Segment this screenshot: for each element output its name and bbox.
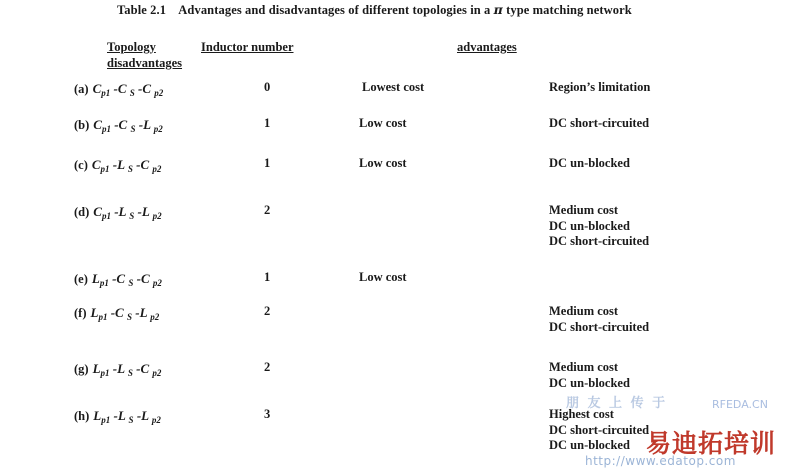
disadvantage-item: Medium cost — [549, 304, 619, 318]
caption-text: Advantages and disadvantages of different topologies in a — [178, 3, 491, 17]
element-1: L — [93, 408, 102, 423]
subscript-1: p1 — [100, 368, 110, 378]
disadvantage-item: DC un-blocked — [549, 156, 630, 170]
disadvantages-cell — [549, 203, 649, 250]
advantages-cell: Low cost — [359, 116, 407, 130]
subscript-3: p2 — [152, 211, 162, 221]
caption-suffix: type matching network — [506, 3, 632, 17]
subscript-2: S — [127, 164, 133, 174]
caption-prefix: Table 2.1 — [117, 3, 167, 17]
topology-formula: $C_{p1}$ -C $_S$ -L $_{p2}$ — [93, 117, 163, 134]
subscript-2: S — [130, 124, 136, 134]
disadvantage-item: DC short-circuited — [549, 234, 650, 248]
element-3: L — [139, 305, 148, 320]
subscript-2: S — [129, 88, 135, 98]
element-1: L — [92, 361, 101, 376]
watermark-faint-text: 朋 友 上 传 于 — [566, 396, 668, 411]
inductor-number-cell: 3 — [264, 407, 271, 421]
disadvantages-cell — [549, 304, 649, 335]
subscript-3: p2 — [153, 124, 163, 134]
subscript-3: p2 — [151, 415, 161, 425]
element-2: C — [116, 271, 126, 286]
subscript-3: p2 — [154, 88, 164, 98]
disadvantages-cell — [549, 407, 649, 454]
topology-formula: $C_{p1}$ -L $_S$ -C $_{p2}$ — [91, 157, 162, 174]
advantages-cell: Low cost — [359, 156, 407, 170]
subscript-1: p1 — [101, 88, 111, 98]
disadvantage-item: Highest cost — [549, 407, 614, 421]
disadvantage-item: Region’s limitation — [549, 80, 651, 94]
element-1: L — [91, 271, 100, 286]
element-1: L — [90, 305, 99, 320]
header-disadvantages: disadvantages — [107, 56, 183, 70]
advantages-cell: Lowest cost — [362, 80, 425, 94]
topology-formula: $L_{p1}$ -C $_S$ -L $_{p2}$ — [90, 305, 160, 322]
subscript-2: S — [129, 211, 135, 221]
topology-cell — [74, 360, 161, 378]
disadvantage-item: DC short-circuited — [549, 319, 650, 334]
element-1: C — [93, 117, 102, 132]
subscript-1: p1 — [101, 211, 111, 221]
header-advantages: advantages — [457, 40, 517, 54]
subscript-1: p1 — [98, 312, 108, 322]
disadvantage-item: DC un-blocked — [549, 438, 630, 452]
row-label: (d) — [74, 205, 90, 219]
subscript-3: p2 — [152, 278, 162, 288]
watermark-url: http://www.edatop.com — [585, 454, 736, 468]
element-3: C — [140, 157, 150, 172]
element-1: C — [92, 81, 102, 96]
subscript-1: p1 — [101, 124, 111, 134]
disadvantage-item: Medium cost — [549, 360, 619, 374]
element-2: C — [117, 81, 127, 96]
inductor-number-cell: 2 — [264, 360, 271, 374]
inductor-number-cell: 2 — [264, 203, 271, 217]
pi-symbol: π — [493, 2, 503, 17]
topology-formula: $L_{p1}$ -C $_S$ -C $_{p2}$ — [91, 271, 162, 288]
element-1: C — [93, 204, 102, 219]
element-3: L — [141, 408, 149, 423]
inductor-number-cell: 2 — [264, 304, 271, 318]
disadvantages-cell — [549, 116, 649, 132]
element-3: L — [143, 117, 151, 132]
inductor-number-cell: 1 — [264, 156, 271, 170]
inductor-number-cell: 1 — [264, 270, 271, 284]
topology-cell — [74, 407, 161, 425]
element-2: L — [118, 204, 127, 219]
row-label: (f) — [74, 306, 87, 320]
element-2: C — [115, 305, 124, 320]
header-topology: Topology — [107, 40, 156, 54]
topology-formula: $L_{p1}$ -L $_S$ -L $_{p2}$ — [93, 408, 161, 425]
element-3: C — [140, 271, 150, 286]
subscript-2: S — [126, 312, 132, 322]
disadvantages-cell — [549, 80, 650, 96]
advantages-cell: Low cost — [359, 270, 407, 284]
subscript-3: p2 — [150, 312, 160, 322]
watermark-brand: RFEDA.CN — [712, 398, 768, 411]
disadvantage-item: DC short-circuited — [549, 422, 650, 437]
topology-formula: $C_{p1}$ -C $_S$ -C $_{p2}$ — [92, 81, 164, 98]
topology-cell — [74, 304, 159, 322]
row-label: (b) — [74, 118, 90, 132]
subscript-2: S — [128, 415, 134, 425]
disadvantages-cell — [549, 156, 630, 172]
row-label: (e) — [74, 272, 88, 286]
header-inductor-number: Inductor number — [201, 40, 294, 54]
watermark-logo-text: 易迪拓培训 — [646, 429, 777, 458]
topology-cell — [74, 270, 162, 288]
element-2: L — [117, 157, 125, 172]
element-2: L — [117, 408, 126, 423]
subscript-3: p2 — [152, 368, 162, 378]
disadvantage-item: Medium cost — [549, 203, 619, 217]
row-label: (h) — [74, 409, 90, 423]
subscript-1: p1 — [99, 278, 109, 288]
subscript-2: S — [128, 278, 134, 288]
topology-formula: $L_{p1}$ -L $_S$ -C $_{p2}$ — [92, 361, 162, 378]
disadvantages-cell — [549, 360, 630, 391]
disadvantage-item: DC un-blocked — [549, 375, 630, 390]
table-caption — [117, 2, 632, 18]
row-label: (a) — [74, 82, 89, 96]
topology-cell — [74, 156, 161, 174]
inductor-number-cell: 0 — [264, 80, 271, 94]
element-2: L — [117, 361, 125, 376]
disadvantage-item: DC un-blocked — [549, 218, 630, 233]
subscript-1: p1 — [101, 415, 111, 425]
subscript-3: p2 — [152, 164, 162, 174]
topology-formula: $C_{p1}$ -L $_S$ -L $_{p2}$ — [93, 204, 162, 221]
row-label: (c) — [74, 158, 88, 172]
row-label: (g) — [74, 362, 89, 376]
topology-cell — [74, 116, 163, 134]
topology-cell — [74, 203, 162, 221]
disadvantage-item: DC short-circuited — [549, 116, 650, 130]
element-3: C — [140, 361, 150, 376]
inductor-number-cell: 1 — [264, 116, 271, 130]
element-3: C — [142, 81, 152, 96]
element-3: L — [141, 204, 150, 219]
element-2: C — [118, 117, 128, 132]
topology-cell — [74, 80, 163, 98]
element-1: C — [91, 157, 101, 172]
subscript-1: p1 — [100, 164, 110, 174]
subscript-2: S — [127, 368, 133, 378]
